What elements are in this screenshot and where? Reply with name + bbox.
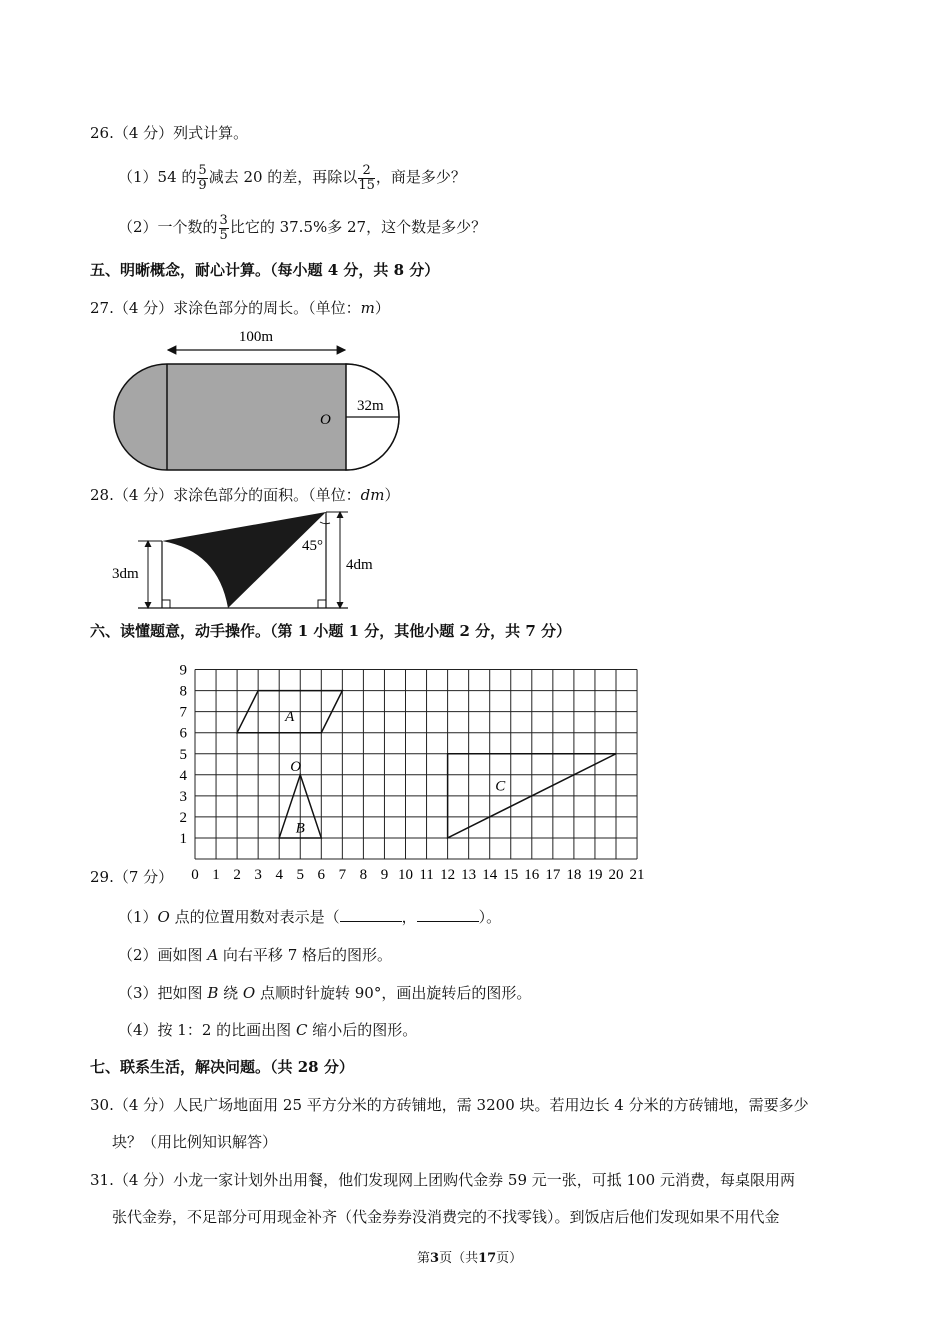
x-tick-label: 10: [398, 867, 413, 883]
x-tick-label: 1: [212, 867, 220, 883]
angle-label: 45°: [302, 538, 323, 554]
point-o-label: O: [290, 758, 302, 775]
shape-b-label: B: [295, 820, 305, 837]
q26-part1-text-b: 减去 20 的差，再除以: [208, 168, 358, 186]
x-tick-label: 3: [254, 867, 262, 883]
center-label: O: [320, 412, 331, 428]
q28-unit: dm: [360, 486, 385, 504]
x-tick-label: 16: [524, 867, 540, 883]
q31-line2: 张代金券，不足部分可用现金补齐（代金券券没消费完的不找零钱）。到饭店后他们发现如果不用代金: [112, 1208, 780, 1226]
x-tick-label: 20: [608, 867, 624, 883]
q26-header: 26.（4 分）列式计算。: [90, 124, 249, 142]
q29-sub3: （3）把如图 B 绕 O 点顺时针旋转 90°，画出旋转后的图形。: [118, 984, 532, 1002]
y-tick-label: 6: [179, 725, 187, 742]
fraction-3-5: $\frac{3}{5}$: [219, 212, 228, 243]
var-o: O: [157, 908, 170, 926]
q29-header: 29.（7 分）: [90, 868, 174, 886]
q30-line1: 30.（4 分）人民广场地面用 25 平方分米的方砖铺地，需 3200 块。若用边长 4 分米的方砖铺地，需要多少: [90, 1096, 809, 1114]
page-number: 3: [430, 1251, 440, 1266]
x-tick-label: 7: [338, 867, 347, 883]
y-tick-label: 4: [179, 767, 187, 784]
x-tick-label: 21: [629, 867, 645, 883]
section-5-heading: 五、明晰概念，耐心计算。（每小题 4 分，共 8 分）: [90, 261, 440, 279]
fraction-2-15: $\frac{2}{15}$: [358, 162, 375, 193]
shape-a-label: A: [285, 708, 295, 725]
right-height-label: 4dm: [346, 557, 373, 573]
q26-part2-text-b: 比它的 37.5%多 27，这个数是多少？: [229, 218, 487, 236]
q29-sub2: （2）画如图 A 向右平移 7 格后的图形。: [118, 946, 393, 964]
q29-coordinate-grid: [170, 658, 660, 888]
q28-header-close: ）: [384, 486, 400, 504]
x-tick-label: 8: [359, 867, 368, 883]
x-tick-label: 0: [191, 867, 199, 883]
q27-header-text: 27.（4 分）求涂色部分的周长。（单位：: [90, 299, 361, 317]
q27-header: [90, 297, 390, 318]
q26-part1: [118, 160, 466, 194]
right-angle-left: [162, 600, 170, 608]
radius-label: 32m: [357, 398, 384, 414]
y-tick-label: 5: [179, 746, 187, 763]
q26-part1-text-a: （1）54 的: [118, 168, 197, 186]
x-tick-label: 2: [233, 867, 241, 883]
total-pages: 17: [478, 1251, 497, 1266]
angle-arc: [320, 522, 330, 524]
q27-unit: m: [360, 299, 375, 317]
q26-part2-text-a: （2）一个数的: [118, 218, 218, 236]
answer-blank-y[interactable]: [417, 907, 479, 922]
section-6-heading: 六、读懂题意，动手操作。（第 1 小题 1 分，其他小题 2 分，共 7 分）: [90, 622, 572, 640]
x-tick-label: 11: [419, 867, 434, 883]
q26-part1-text-c: ，商是多少？: [375, 168, 466, 186]
q28-header: [90, 484, 400, 505]
page-footer: 第3页（共17页）: [417, 1251, 523, 1266]
shape-c-label: C: [495, 778, 506, 795]
width-label: 100m: [238, 329, 274, 345]
x-tick-label: 18: [566, 867, 582, 883]
fraction-5-9: $\frac{5}{9}$: [198, 162, 207, 193]
y-tick-label: 7: [179, 704, 187, 721]
y-tick-label: 9: [179, 662, 187, 679]
left-height-label: 3dm: [112, 566, 139, 582]
q27-header-close: ）: [374, 299, 390, 317]
x-tick-label: 9: [380, 867, 389, 883]
x-tick-label: 15: [503, 867, 519, 883]
section-7-heading: 七、联系生活，解决问题。（共 28 分）: [90, 1058, 354, 1076]
shaded-region: [162, 512, 326, 608]
q26-part2: [118, 210, 486, 244]
x-tick-label: 12: [440, 867, 456, 883]
q31-line1: 31.（4 分）小龙一家计划外出用餐，他们发现网上团购代金券 59 元一张，可抵 100 元消费，每桌限用两: [90, 1171, 795, 1189]
y-tick-label: 1: [179, 830, 187, 847]
x-tick-label: 5: [296, 867, 304, 883]
x-tick-label: 14: [482, 867, 498, 883]
x-tick-label: 19: [587, 867, 603, 883]
q30-line2: 块？（用比例知识解答）: [112, 1133, 278, 1151]
q29-sub4: （4）按 1：2 的比画出图 C 缩小后的图形。: [118, 1021, 418, 1039]
x-tick-label: 17: [545, 867, 561, 883]
x-tick-label: 6: [317, 867, 326, 883]
right-angle-right: [318, 600, 326, 608]
q27-figure: [108, 324, 408, 476]
answer-blank-x[interactable]: [340, 907, 402, 922]
q28-figure: [108, 506, 398, 614]
y-tick-label: 3: [179, 788, 187, 805]
q28-header-text: 28.（4 分）求涂色部分的面积。（单位：: [90, 486, 361, 504]
y-tick-label: 8: [179, 683, 187, 700]
y-tick-label: 2: [179, 809, 187, 826]
x-tick-label: 13: [461, 867, 477, 883]
x-tick-label: 4: [275, 867, 283, 883]
q29-sub1: （1）O 点的位置用数对表示是（ ， ）。: [118, 908, 502, 926]
